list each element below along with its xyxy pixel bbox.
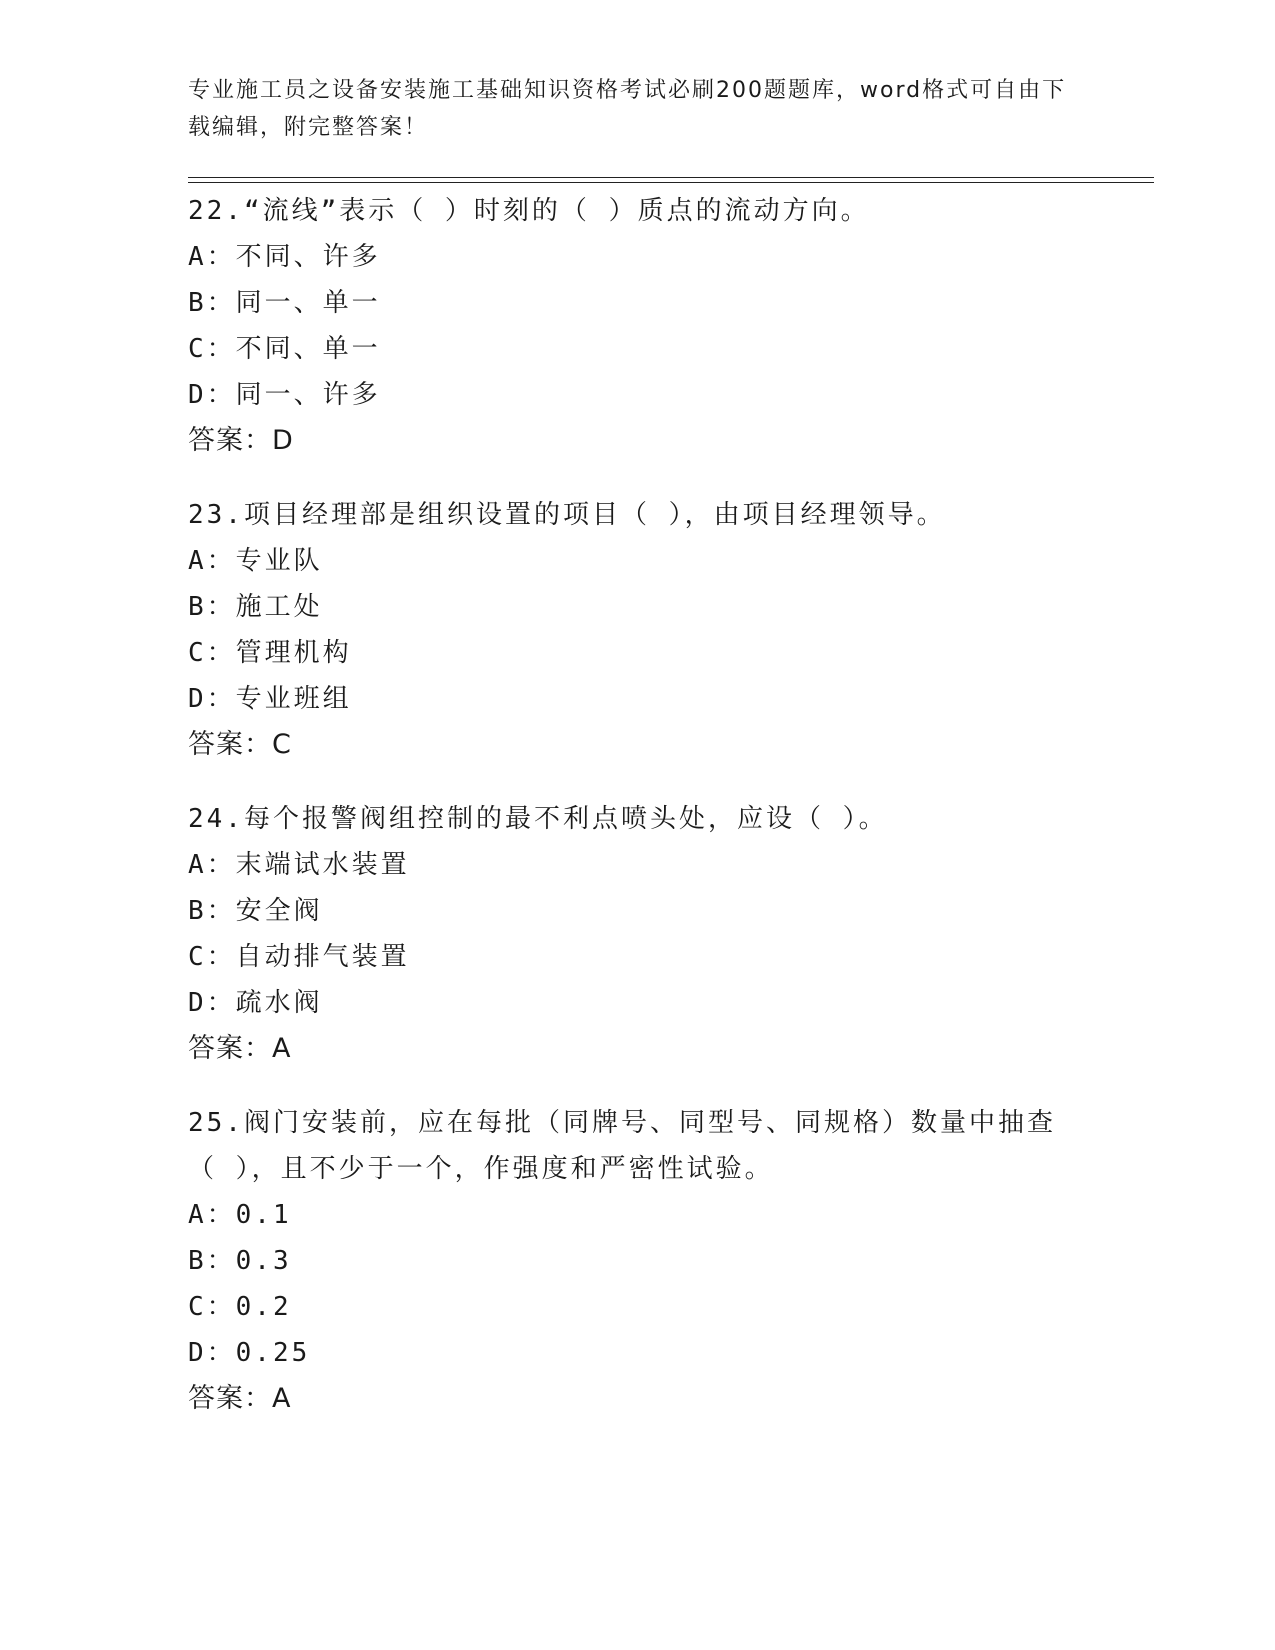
option-b: B：同一、单一 <box>188 288 381 318</box>
option-b: B：0.3 <box>188 1246 292 1276</box>
question-24 <box>188 796 1088 1072</box>
option-c: C：不同、单一 <box>188 334 381 364</box>
option-b: B：施工处 <box>188 592 323 622</box>
question-22 <box>188 188 1088 464</box>
header-divider-bottom <box>188 182 1154 183</box>
header-title: 专业施工员之设备安装施工基础知识资格考试必刷200题题库，word格式可自由下载编辑，附完整答案！ <box>188 78 1067 140</box>
answer: 答案：C <box>188 729 292 760</box>
option-d: D：0.25 <box>188 1338 311 1368</box>
question-25 <box>188 1100 1088 1422</box>
option-a: A：末端试水装置 <box>188 850 410 880</box>
question-stem: 25.阀门安装前，应在每批（同牌号、同型号、同规格）数量中抽查（ ），且不少于一个，作强度和严密性试验。 <box>188 1108 1056 1184</box>
question-stem: 22.“流线”表示（ ）时刻的（ ）质点的流动方向。 <box>188 196 870 226</box>
question-23 <box>188 492 1088 768</box>
option-c: C：管理机构 <box>188 638 352 668</box>
option-c: C：自动排气装置 <box>188 942 410 972</box>
option-a: A：专业队 <box>188 546 323 576</box>
option-a: A：0.1 <box>188 1200 292 1230</box>
question-stem: 23.项目经理部是组织设置的项目（ ），由项目经理领导。 <box>188 500 946 530</box>
option-c: C：0.2 <box>188 1292 292 1322</box>
option-a: A：不同、许多 <box>188 242 381 272</box>
question-list <box>188 188 1088 1450</box>
option-b: B：安全阀 <box>188 896 323 926</box>
option-d: D：专业班组 <box>188 684 352 714</box>
option-d: D：疏水阀 <box>188 988 323 1018</box>
document-header <box>188 72 1068 146</box>
answer: 答案：A <box>188 1383 292 1414</box>
answer: 答案：A <box>188 1033 292 1064</box>
option-d: D：同一、许多 <box>188 380 381 410</box>
question-stem: 24.每个报警阀组控制的最不利点喷头处，应设（ ）。 <box>188 804 888 834</box>
answer: 答案：D <box>188 425 294 456</box>
header-divider-top <box>188 177 1154 178</box>
